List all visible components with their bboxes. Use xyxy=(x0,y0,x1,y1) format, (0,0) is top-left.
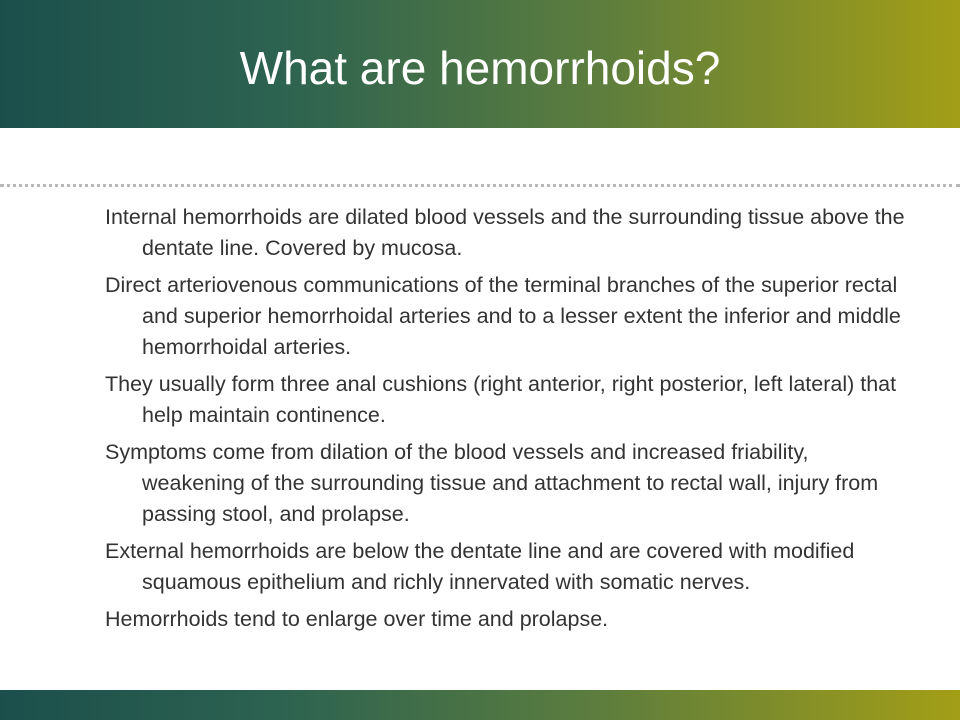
paragraph-symptoms: Symptoms come from dilation of the blood vessels and increased friability, weakening of the surrounding tissue and attachment to rectal wall, injury from passing stool, and prolapse. xyxy=(105,440,879,526)
paragraph-anal-cushions: They usually form three anal cushions (right anterior, right posterior, left lateral) that help maintain continence. xyxy=(105,372,897,427)
dotted-divider xyxy=(0,184,960,187)
title-bar xyxy=(0,0,960,128)
bottom-bar xyxy=(0,690,960,720)
slide-title: What are hemorrhoids? xyxy=(239,42,721,94)
paragraph-arteriovenous: Direct arteriovenous communications of the terminal branches of the superior rectal and superior hemorrhoidal arteries and to a lesser extent the inferior and middle hemorrhoidal arteries. xyxy=(105,273,901,359)
paragraph-enlarge: Hemorrhoids tend to enlarge over time and prolapse. xyxy=(105,607,609,631)
slide-body xyxy=(105,202,905,641)
paragraph-external-hemorrhoids: External hemorrhoids are below the dentate line and are covered with modified squamous epithelium and richly innervated with somatic nerves. xyxy=(105,539,855,594)
paragraph-internal-hemorrhoids: Internal hemorrhoids are dilated blood vessels and the surrounding tissue above the dentate line. Covered by mucosa. xyxy=(105,205,905,260)
